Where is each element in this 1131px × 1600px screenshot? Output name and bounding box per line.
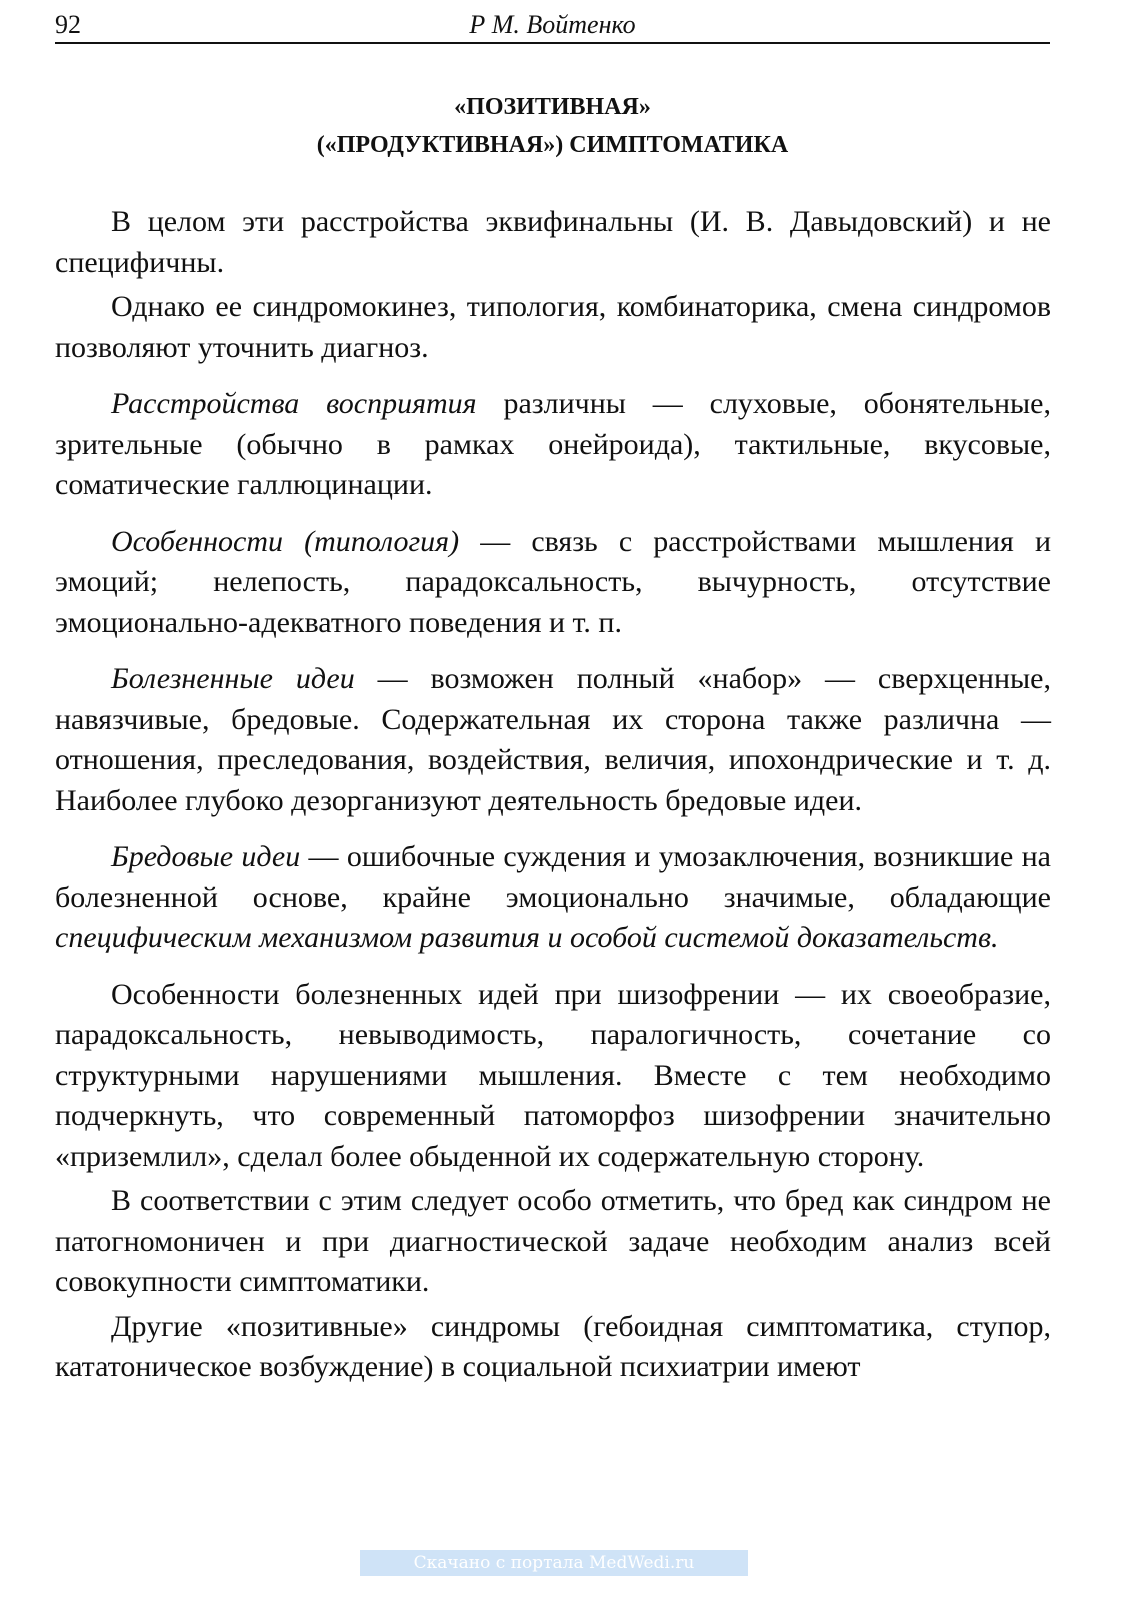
- running-title: Р М. Войтенко: [469, 10, 636, 39]
- paragraph-7: Особенности болезненных идей при шизофрении — их своеобразие, парадоксальность, невыводимость, паралогичность, сочетание со структурными нарушениями мышления. Вместе с тем необходимо подчеркнуть, что современный патоморфоз шизофрении значительно «приземлил», сделал более обыденной их содержательную сторону.: [55, 977, 1051, 1173]
- section-heading-line-2: («ПРОДУКТИВНАЯ») СИМПТОМАТИКА: [316, 132, 789, 158]
- paragraph-3: [55, 384, 1051, 506]
- paragraph-6-emphasis: специфическим механизмом развития и особой системой доказательств.: [55, 921, 999, 954]
- term-perception-disorders: Расстройства восприятия: [111, 387, 477, 420]
- paragraph-6: [55, 837, 1051, 959]
- paragraph-5: [55, 659, 1051, 821]
- paragraph-3-text: различны — слуховые, обонятельные, зрительные (обычно в рамках онейроида), тактильные, вкусовые, соматические галлюцинации.: [55, 387, 1051, 501]
- term-morbid-ideas: Болезненные идеи: [111, 662, 355, 695]
- page-number: 92: [55, 10, 81, 39]
- watermark-banner: Скачано с портала MedWedi.ru: [360, 1550, 748, 1576]
- paragraph-6-text: — ошибочные суждения и умозаключения, возникшие на болезненной основе, крайне эмоционально значимые, обладающие: [55, 840, 1052, 914]
- term-features-typology: Особенности (типология): [111, 524, 460, 558]
- paragraph-9: Другие «позитивные» синдромы (гебоидная симптоматика, ступор, кататоническое возбуждение) в социальной психиатрии имеют: [55, 1309, 1051, 1383]
- paragraph-2: Однако ее синдромокинез, типология, комбинаторика, смена синдромов позволяют уточнить диагноз.: [55, 290, 1051, 364]
- paragraph-4-text: — связь с расстройствами мышления и эмоций; нелепость, парадоксальность, вычурность, отсутствие эмоционально-адекватного поведения и т. п.: [55, 524, 1051, 639]
- paragraph-1: В целом эти расстройства эквифинальны (И. В. Давыдовский) и не специфичны.: [55, 205, 1051, 279]
- term-delusional-ideas: Бредовые идеи: [111, 840, 301, 873]
- section-heading-line-1: «ПОЗИТИВНАЯ»: [454, 94, 651, 120]
- section-heading: [55, 88, 1050, 164]
- paragraph-5-text: — возможен полный «набор» — сверхценные, навязчивые, бредовые. Содержательная их сторона также различна — отношения, преследования, воздействия, величия, ипохондрические и т. д. Наиболее глубоко дезорганизуют деятельность бредовые идеи.: [55, 662, 1051, 817]
- running-header: [55, 8, 1050, 44]
- paragraph-8: В соответствии с этим следует особо отметить, что бред как синдром не патогномоничен и при диагностической задаче необходим анализ всей совокупности симптоматики.: [55, 1184, 1051, 1298]
- body-text: [55, 202, 1051, 1392]
- paragraph-4: [55, 522, 1051, 644]
